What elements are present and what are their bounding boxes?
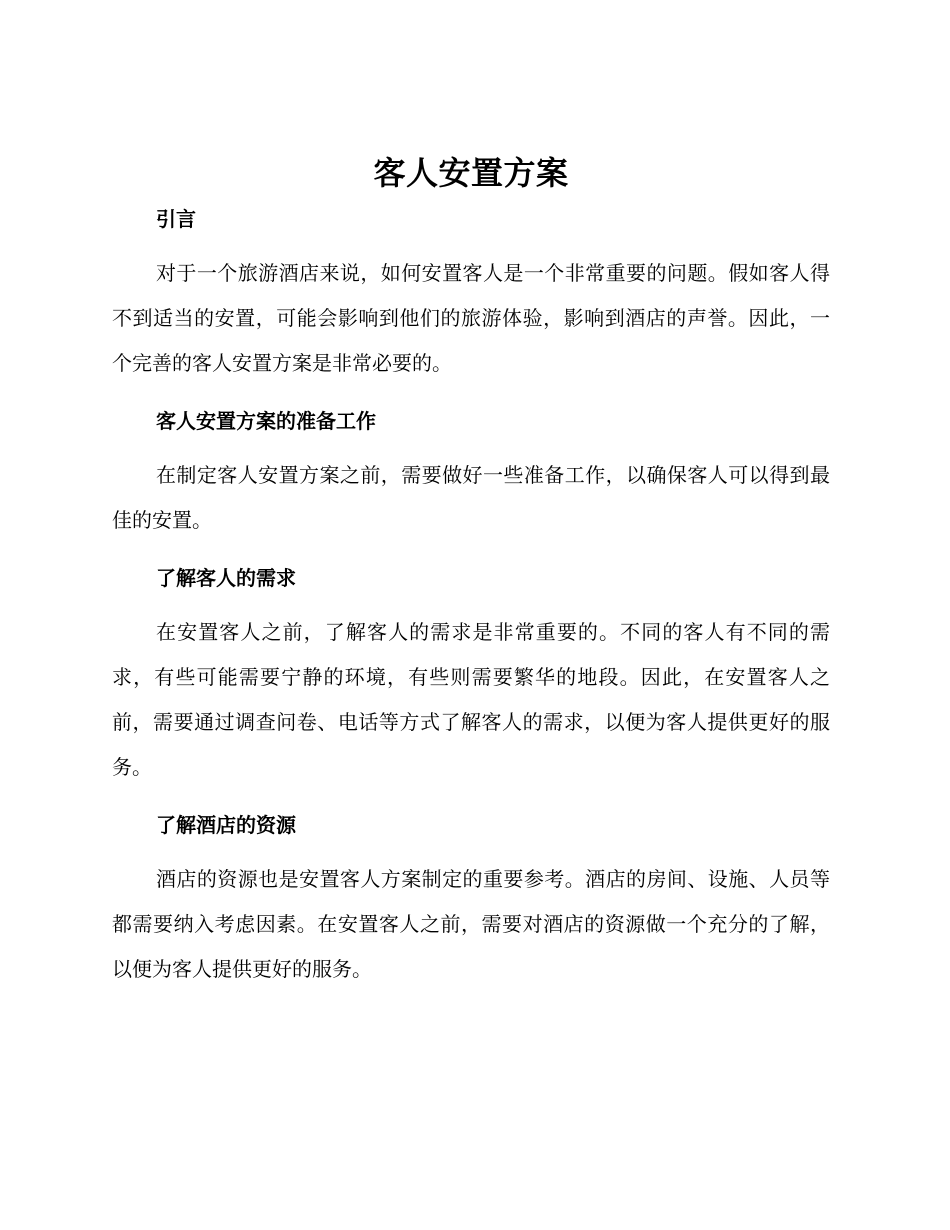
section-body-introduction: 对于一个旅游酒店来说，如何安置客人是一个非常重要的问题。假如客人得不到适当的安置，可能会影响到他们的旅游体验，影响到酒店的声誉。因此，一个完善的客人安置方案是非常必要的。: [112, 261, 830, 375]
section-body-hotel-resources: 酒店的资源也是安置客人方案制定的重要参考。酒店的房间、设施、人员等都需要纳入考虑因素。在安置客人之前，需要对酒店的资源做一个充分的了解，以便为客人提供更好的服务。: [112, 867, 830, 981]
section-heading-introduction: 引言: [156, 207, 196, 231]
document-title: 客人安置方案: [373, 154, 569, 192]
section-heading-guest-needs: 了解客人的需求: [156, 566, 296, 590]
document-content: [112, 150, 830, 992]
section-heading-preparation: 客人安置方案的准备工作: [156, 409, 376, 433]
section-body-guest-needs: 在安置客人之前，了解客人的需求是非常重要的。不同的客人有不同的需求，有些可能需要宁静的环境，有些则需要繁华的地段。因此，在安置客人之前，需要通过调查问卷、电话等方式了解客人的需求，以便为客人提供更好的服务。: [112, 620, 830, 779]
section-heading-hotel-resources: 了解酒店的资源: [156, 813, 296, 837]
section-body-preparation: 在制定客人安置方案之前，需要做好一些准备工作，以确保客人可以得到最佳的安置。: [112, 463, 830, 532]
